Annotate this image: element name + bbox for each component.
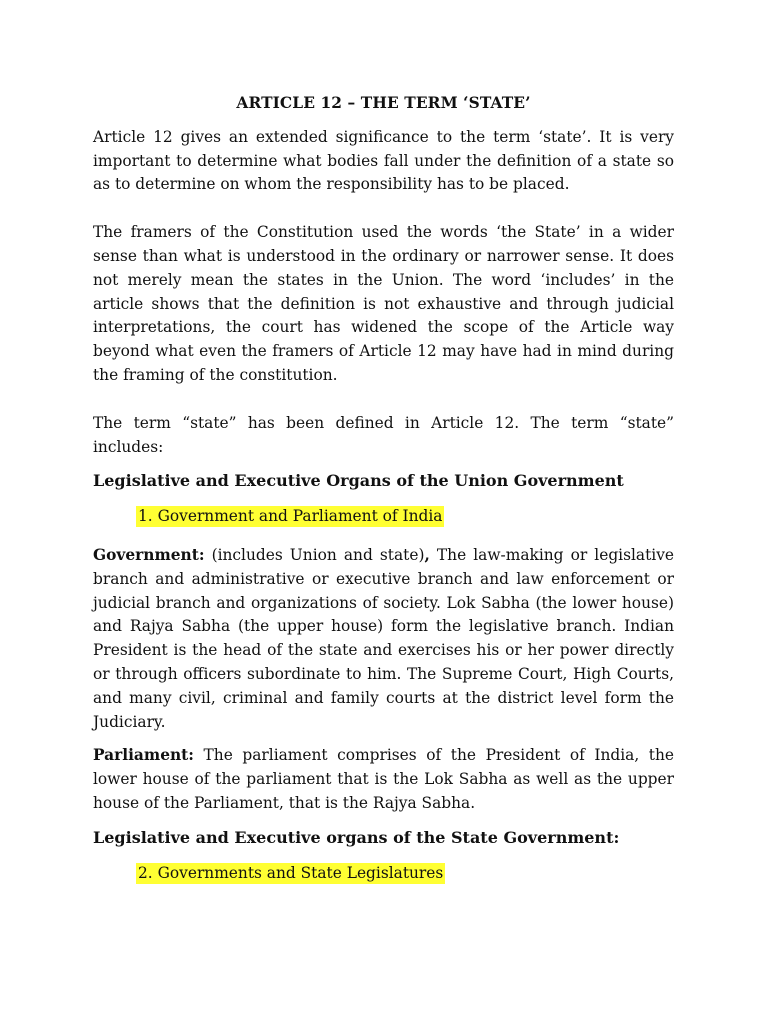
government-text: The law-making or legislative branch and administrative or executive branch and law enforcement or judicial branch and organizations of society. Lok Sabha (the lower house) and Rajya Sabha (the upper house) form the legislative branch. Indian President is the head of the state and exercises his or her power directly or through officers subordinate to him. The Supreme Court, High Courts, and many civil, criminal and family courts at the district level form the Judiciary. [93, 545, 674, 731]
parliament-text: The parliament comprises of the President of India, the lower house of the parliament that is the Lok Sabha as well as the upper house of the Parliament, that is the Rajya Sabha. [93, 746, 674, 812]
document-body [93, 92, 674, 900]
section-heading-state: Legislative and Executive organs of the State Government: [93, 827, 620, 847]
list-item-2 [136, 862, 674, 886]
paragraph-definition: The term “state” has been defined in Article 12. The term “state” includes: [93, 413, 674, 456]
section-heading-union: Legislative and Executive Organs of the Union Government [93, 471, 624, 491]
government-paren: (includes Union and state) [204, 545, 425, 564]
list-item-1 [136, 505, 674, 529]
paragraph-framers: The framers of the Constitution used the words ‘the State’ in a wider sense than what is understood in the ordinary or narrower sense. It does not merely mean the states in the Union. The word ‘includes’ in the article shows that the definition is not exhaustive and through judicial interpretations, the court has widened the scope of the Article way beyond what even the framers of Article 12 may have had in mind during the framing of the constitution. [93, 223, 674, 384]
parliament-label: Parliament: [93, 746, 194, 765]
highlighted-list-text-1: 1. Government and Parliament of India [138, 507, 443, 526]
paragraph-intro: Article 12 gives an extended significance to the term ‘state’. It is very important to determine what bodies fall under the definition of a state so as to determine on whom the responsibility has to be placed. [93, 127, 674, 194]
government-comma: , [424, 545, 430, 564]
page-title: ARTICLE 12 – THE TERM ‘STATE’ [236, 94, 531, 112]
government-label: Government: [93, 545, 205, 564]
paragraph-parliament [93, 744, 674, 815]
paragraph-government [93, 544, 674, 734]
highlighted-list-text-2: 2. Governments and State Legislatures [138, 863, 444, 882]
